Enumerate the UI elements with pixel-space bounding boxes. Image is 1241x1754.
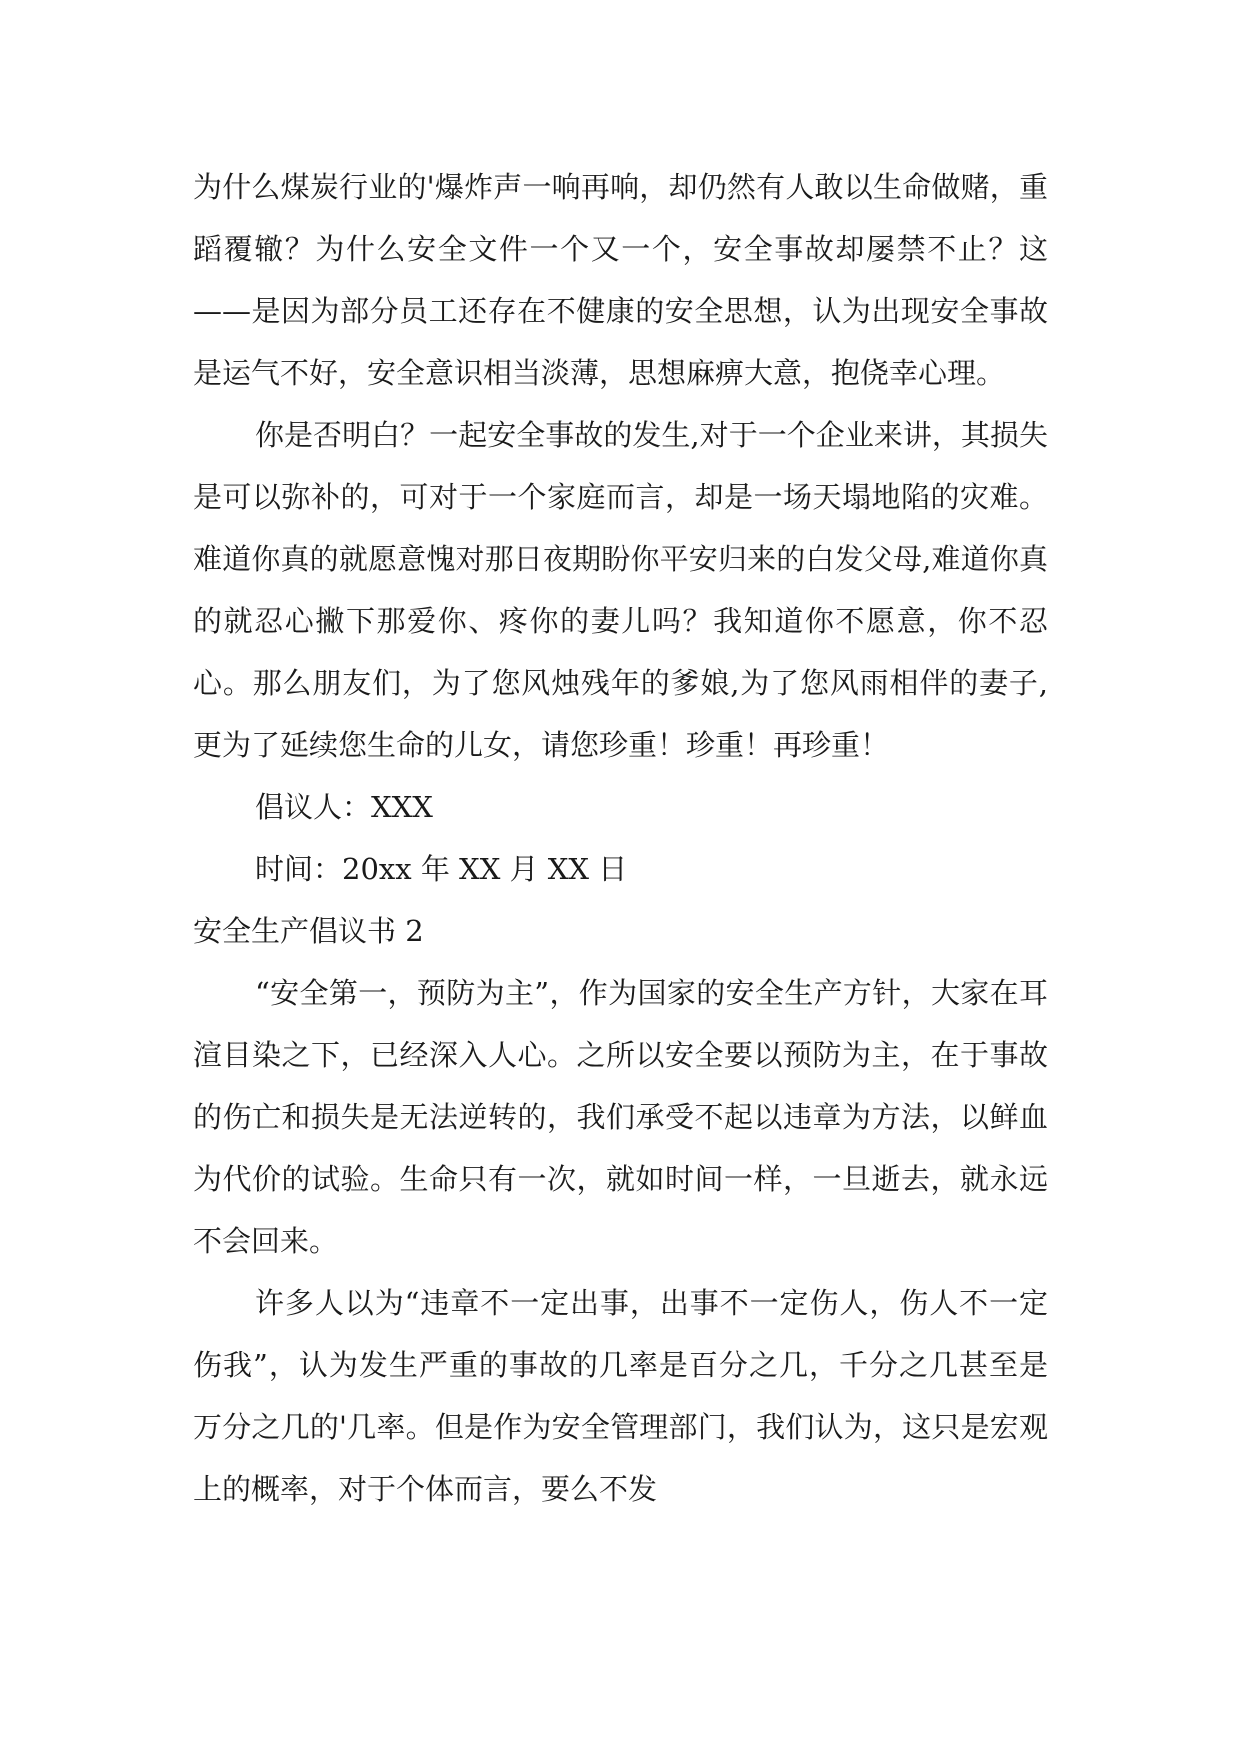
body-paragraph: 为什么煤炭行业的'爆炸声一响再响，却仍然有人敢以生命做赌，重蹈覆辙？为什么安全文件一个又一个，安全事故却屡禁不止？这——是因为部分员工还存在不健康的安全思想，认为出现安全事故是运气不好，安全意识相当淡薄，思想麻痹大意，抱侥幸心理。 — [193, 170, 1048, 390]
document-page — [193, 156, 1048, 1520]
date-line: 时间：20xx 年 XX 月 XX 日 — [255, 852, 628, 886]
body-paragraph: “安全第一，预防为主”，作为国家的安全生产方针，大家在耳渲目染之下，已经深入人心。之所以安全要以预防为主，在于事故的伤亡和损失是无法逆转的，我们承受不起以违章为方法，以鲜血为代价的试验。生命只有一次，就如时间一样，一旦逝去，就永远不会回来。 — [193, 976, 1048, 1258]
body-paragraph: 许多人以为“违章不一定出事，出事不一定伤人，伤人不一定伤我”，认为发生严重的事故的几率是百分之几，千分之几甚至是万分之几的'几率。但是作为安全管理部门，我们认为，这只是宏观上的概率，对于个体而言，要么不发 — [193, 1286, 1048, 1506]
body-paragraph: 你是否明白？一起安全事故的发生,对于一个企业来讲，其损失是可以弥补的，可对于一个家庭而言，却是一场天塌地陷的灾难。难道你真的就愿意愧对那日夜期盼你平安归来的白发父母,难道你真的就忍心撇下那爱你、疼你的妻儿吗？我知道你不愿意，你不忍心。那么朋友们，为了您风烛残年的爹娘,为了您风雨相伴的妻子,更为了延续您生命的儿女，请您珍重！珍重！再珍重！ — [193, 418, 1048, 762]
proposer-line: 倡议人：XXX — [255, 790, 433, 824]
section-heading: 安全生产倡议书 2 — [193, 914, 424, 948]
